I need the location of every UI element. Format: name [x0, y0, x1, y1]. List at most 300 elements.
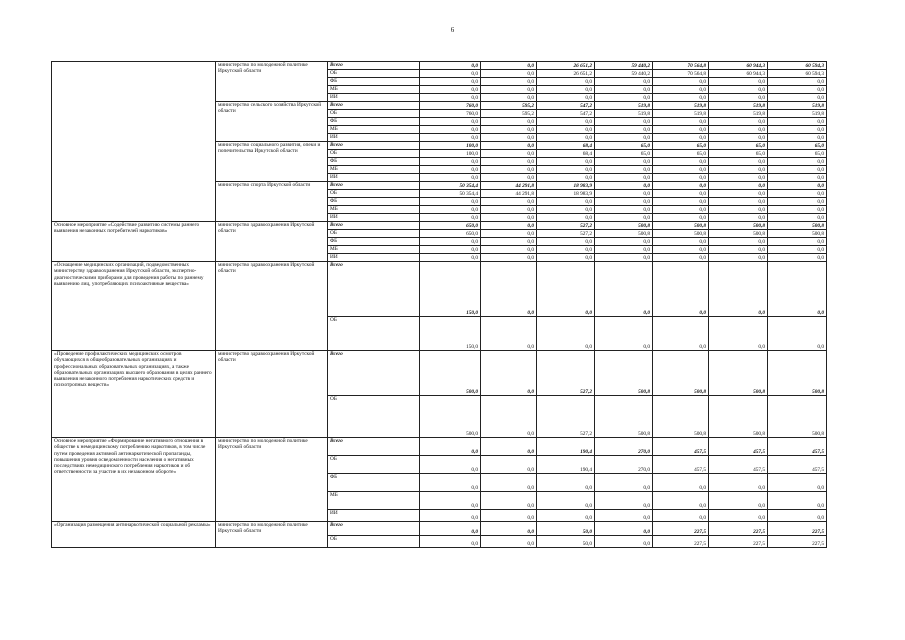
- value-cell: 457,5: [653, 438, 709, 456]
- value-cell: 0,0: [537, 474, 595, 492]
- value-cell: 500,8: [595, 351, 653, 396]
- value-cell: 0,0: [709, 118, 768, 126]
- value-cell: 457,5: [709, 438, 768, 456]
- funding-source-cell: Всего: [328, 522, 420, 536]
- value-cell: 519,8: [653, 102, 709, 110]
- funding-source-cell: ФБ: [328, 238, 420, 246]
- funding-source-cell: Всего: [328, 222, 420, 230]
- value-cell: 519,8: [653, 110, 709, 118]
- value-cell: 0,0: [537, 510, 595, 522]
- executor-cell: министерство сельского хозяйства Иркутской области: [216, 102, 328, 142]
- value-cell: 0,0: [653, 174, 709, 182]
- value-cell: 519,8: [595, 102, 653, 110]
- value-cell: 0,0: [595, 158, 653, 166]
- value-cell: 0,0: [595, 86, 653, 94]
- value-cell: 0,0: [709, 214, 768, 222]
- value-cell: 0,0: [481, 174, 537, 182]
- value-cell: 457,5: [768, 438, 827, 456]
- value-cell: 0,0: [709, 126, 768, 134]
- funding-source-cell: Всего: [328, 62, 420, 70]
- value-cell: 0,0: [653, 158, 709, 166]
- funding-source-cell: ФБ: [328, 118, 420, 126]
- value-cell: 0,0: [653, 510, 709, 522]
- value-cell: 0,0: [420, 134, 481, 142]
- value-cell: 0,0: [420, 78, 481, 86]
- value-cell: 0,0: [768, 238, 827, 246]
- value-cell: 0,0: [595, 118, 653, 126]
- value-cell: 0,0: [709, 190, 768, 198]
- value-cell: 650,0: [420, 230, 481, 238]
- executor-cell: министерство по молодежной политике Иркутской области: [216, 62, 328, 102]
- funding-source-cell: ОБ: [328, 150, 420, 158]
- value-cell: 227,5: [768, 522, 827, 536]
- value-cell: 0,0: [537, 317, 595, 351]
- value-cell: 0,0: [653, 474, 709, 492]
- value-cell: 0,0: [595, 317, 653, 351]
- value-cell: 0,0: [653, 78, 709, 86]
- value-cell: 0,0: [768, 254, 827, 262]
- value-cell: 500,0: [420, 396, 481, 438]
- value-cell: 0,0: [768, 174, 827, 182]
- value-cell: 0,0: [420, 474, 481, 492]
- value-cell: 65,0: [653, 142, 709, 150]
- value-cell: 0,0: [595, 510, 653, 522]
- page-number: 6: [450, 26, 455, 34]
- value-cell: 0,0: [709, 238, 768, 246]
- value-cell: 0,0: [709, 94, 768, 102]
- value-cell: 0,0: [420, 438, 481, 456]
- value-cell: 0,0: [481, 78, 537, 86]
- funding-source-cell: МБ: [328, 246, 420, 254]
- value-cell: 0,0: [709, 166, 768, 174]
- value-cell: 500,8: [653, 351, 709, 396]
- value-cell: 0,0: [709, 474, 768, 492]
- value-cell: 457,5: [653, 456, 709, 474]
- event-name-cell: «Проведение профилактических медицинских осмотров обучающихся в общеобразовательных организациях и профессиональных образовательных организациях, а также образовательных организациях высшего образования в целях раннего выявления незаконного потребления наркотических средств и психотропных веществ»: [52, 351, 216, 438]
- table-row: [52, 438, 827, 456]
- value-cell: 0,0: [653, 182, 709, 190]
- value-cell: 500,8: [595, 222, 653, 230]
- value-cell: 0,0: [420, 492, 481, 510]
- value-cell: 0,0: [595, 134, 653, 142]
- value-cell: 26 651,2: [537, 62, 595, 70]
- value-cell: 0,0: [709, 182, 768, 190]
- value-cell: 527,2: [537, 222, 595, 230]
- value-cell: 0,0: [653, 166, 709, 174]
- value-cell: 527,2: [537, 396, 595, 438]
- value-cell: 0,0: [420, 456, 481, 474]
- value-cell: 0,0: [537, 214, 595, 222]
- value-cell: 0,0: [481, 150, 537, 158]
- value-cell: 0,0: [537, 492, 595, 510]
- value-cell: 0,0: [768, 190, 827, 198]
- executor-cell: министерство здравоохранения Иркутской области: [216, 262, 328, 351]
- funding-source-cell: ФБ: [328, 474, 420, 492]
- value-cell: 0,0: [481, 396, 537, 438]
- funding-source-cell: ИИ: [328, 510, 420, 522]
- value-cell: 0,0: [595, 254, 653, 262]
- funding-source-cell: Всего: [328, 262, 420, 317]
- table-row: [52, 222, 827, 230]
- value-cell: 18 983,9: [537, 190, 595, 198]
- value-cell: 0,0: [537, 238, 595, 246]
- value-cell: 0,0: [481, 238, 537, 246]
- funding-source-cell: ИИ: [328, 94, 420, 102]
- funding-source-cell: ФБ: [328, 78, 420, 86]
- value-cell: 150,0: [420, 317, 481, 351]
- value-cell: 44 291,8: [481, 190, 537, 198]
- value-cell: 0,0: [709, 198, 768, 206]
- value-cell: 500,8: [653, 222, 709, 230]
- value-cell: 50 354,4: [420, 190, 481, 198]
- value-cell: 0,0: [768, 182, 827, 190]
- executor-cell: министерство здравоохранения Иркутской области: [216, 351, 328, 438]
- value-cell: 0,0: [537, 134, 595, 142]
- value-cell: 0,0: [595, 492, 653, 510]
- value-cell: 0,0: [481, 86, 537, 94]
- value-cell: 650,0: [420, 222, 481, 230]
- value-cell: 0,0: [595, 126, 653, 134]
- value-cell: 0,0: [653, 126, 709, 134]
- value-cell: 0,0: [768, 510, 827, 522]
- value-cell: 0,0: [595, 262, 653, 317]
- event-name-cell: Основное мероприятие «Содействие развитию системы раннего выявления незаконных потребителей наркотиков»: [52, 222, 216, 262]
- value-cell: 0,0: [768, 94, 827, 102]
- value-cell: 44 291,8: [481, 182, 537, 190]
- event-name-cell: Основное мероприятие «Формирование негативного отношения в обществе к немедицинскому потреблению наркотиков, в том числе путем проведения активной антинаркотической пропаганды, повышения уровня осведомленности населения о негативных последствиях немедицинского потребления наркотиков и об ответственности за участие в их незаконном обороте»: [52, 438, 216, 522]
- value-cell: 0,0: [420, 70, 481, 78]
- value-cell: 0,0: [420, 118, 481, 126]
- value-cell: 0,0: [595, 214, 653, 222]
- funding-source-cell: МБ: [328, 126, 420, 134]
- funding-source-cell: ОБ: [328, 536, 420, 548]
- value-cell: 0,0: [768, 78, 827, 86]
- value-cell: 190,4: [537, 456, 595, 474]
- value-cell: 0,0: [653, 86, 709, 94]
- value-cell: 26 651,2: [537, 70, 595, 78]
- value-cell: 65,0: [768, 150, 827, 158]
- value-cell: 0,0: [481, 246, 537, 254]
- value-cell: 227,5: [709, 536, 768, 548]
- value-cell: 65,0: [709, 142, 768, 150]
- value-cell: 0,0: [420, 510, 481, 522]
- value-cell: 0,0: [709, 254, 768, 262]
- value-cell: 0,0: [653, 206, 709, 214]
- value-cell: 547,2: [537, 110, 595, 118]
- funding-source-cell: МБ: [328, 492, 420, 510]
- value-cell: 0,0: [420, 238, 481, 246]
- executor-cell: министерство по молодежной политике Иркутской области: [216, 522, 328, 548]
- value-cell: 0,0: [420, 198, 481, 206]
- value-cell: 0,0: [537, 246, 595, 254]
- value-cell: 0,0: [653, 94, 709, 102]
- value-cell: 65,0: [709, 150, 768, 158]
- funding-source-cell: ИИ: [328, 254, 420, 262]
- funding-source-cell: ОБ: [328, 110, 420, 118]
- value-cell: 500,8: [653, 230, 709, 238]
- executor-cell: министерство социального развития, опеки и попечительства Иркутской области: [216, 142, 328, 182]
- value-cell: 0,0: [537, 158, 595, 166]
- value-cell: 227,5: [709, 522, 768, 536]
- value-cell: 0,0: [481, 94, 537, 102]
- value-cell: 0,0: [595, 166, 653, 174]
- value-cell: 0,0: [653, 317, 709, 351]
- value-cell: 0,0: [481, 214, 537, 222]
- value-cell: 0,0: [420, 254, 481, 262]
- value-cell: 0,0: [595, 174, 653, 182]
- value-cell: 0,0: [595, 182, 653, 190]
- funding-source-cell: ОБ: [328, 230, 420, 238]
- funding-source-cell: ОБ: [328, 396, 420, 438]
- value-cell: 500,8: [768, 222, 827, 230]
- event-name-cell: «Оснащение медицинских организаций, подведомственных министерству здравоохранения Иркутской области, экспертно-диагностическими приборами для проведения работы по раннему выявлению лиц, употребляющих психоактивные вещества»: [52, 262, 216, 351]
- value-cell: 519,8: [768, 110, 827, 118]
- value-cell: 527,2: [537, 230, 595, 238]
- value-cell: 270,0: [595, 456, 653, 474]
- funding-source-cell: Всего: [328, 438, 420, 456]
- value-cell: 0,0: [481, 262, 537, 317]
- value-cell: 0,0: [481, 142, 537, 150]
- value-cell: 0,0: [595, 474, 653, 492]
- value-cell: 0,0: [768, 166, 827, 174]
- value-cell: 0,0: [595, 78, 653, 86]
- value-cell: 0,0: [595, 190, 653, 198]
- value-cell: 0,0: [653, 118, 709, 126]
- value-cell: 0,0: [653, 238, 709, 246]
- value-cell: 0,0: [537, 86, 595, 94]
- value-cell: 0,0: [420, 94, 481, 102]
- funding-source-cell: Всего: [328, 102, 420, 110]
- executor-cell: министерство по молодежной политике Иркутской области: [216, 438, 328, 522]
- funding-source-cell: Всего: [328, 351, 420, 396]
- event-name-cell: «Организация размещения антинаркотической социальной рекламы»: [52, 522, 216, 548]
- value-cell: 0,0: [481, 70, 537, 78]
- value-cell: 0,0: [709, 262, 768, 317]
- value-cell: 519,8: [709, 110, 768, 118]
- value-cell: 0,0: [481, 474, 537, 492]
- value-cell: 270,0: [595, 438, 653, 456]
- value-cell: 60 594,3: [768, 62, 827, 70]
- value-cell: 547,2: [537, 102, 595, 110]
- value-cell: 0,0: [420, 158, 481, 166]
- value-cell: 70 564,8: [653, 62, 709, 70]
- value-cell: 0,0: [768, 134, 827, 142]
- table-row: [52, 62, 827, 70]
- value-cell: 50,0: [537, 522, 595, 536]
- value-cell: 0,0: [481, 118, 537, 126]
- value-cell: 0,0: [481, 522, 537, 536]
- value-cell: 0,0: [653, 262, 709, 317]
- value-cell: 0,0: [420, 166, 481, 174]
- value-cell: 0,0: [709, 492, 768, 510]
- funding-source-cell: ОБ: [328, 456, 420, 474]
- value-cell: 500,8: [768, 230, 827, 238]
- value-cell: 0,0: [768, 86, 827, 94]
- value-cell: 0,0: [768, 206, 827, 214]
- funding-source-cell: ФБ: [328, 158, 420, 166]
- value-cell: 227,5: [653, 536, 709, 548]
- funding-source-cell: ИИ: [328, 134, 420, 142]
- value-cell: 100,0: [420, 142, 481, 150]
- value-cell: 500,8: [768, 351, 827, 396]
- value-cell: 0,0: [709, 206, 768, 214]
- value-cell: 0,0: [420, 206, 481, 214]
- value-cell: 0,0: [481, 456, 537, 474]
- value-cell: 0,0: [768, 198, 827, 206]
- value-cell: 457,5: [709, 456, 768, 474]
- funding-source-cell: ФБ: [328, 198, 420, 206]
- value-cell: 50,0: [537, 536, 595, 548]
- value-cell: 0,0: [420, 174, 481, 182]
- value-cell: 0,0: [537, 198, 595, 206]
- value-cell: 0,0: [420, 126, 481, 134]
- value-cell: 0,0: [653, 254, 709, 262]
- value-cell: 0,0: [537, 174, 595, 182]
- funding-source-cell: МБ: [328, 86, 420, 94]
- value-cell: 0,0: [709, 86, 768, 94]
- value-cell: 0,0: [481, 492, 537, 510]
- value-cell: 0,0: [420, 214, 481, 222]
- value-cell: 0,0: [481, 438, 537, 456]
- funding-source-cell: МБ: [328, 206, 420, 214]
- value-cell: 0,0: [481, 317, 537, 351]
- value-cell: 70 564,8: [653, 70, 709, 78]
- value-cell: 0,0: [768, 317, 827, 351]
- value-cell: 0,0: [595, 238, 653, 246]
- value-cell: 0,0: [481, 134, 537, 142]
- value-cell: 0,0: [595, 94, 653, 102]
- value-cell: 527,2: [537, 351, 595, 396]
- value-cell: 0,0: [709, 510, 768, 522]
- value-cell: 0,0: [481, 166, 537, 174]
- value-cell: 0,0: [653, 492, 709, 510]
- value-cell: 0,0: [709, 174, 768, 182]
- value-cell: 0,0: [537, 254, 595, 262]
- value-cell: 519,8: [595, 110, 653, 118]
- value-cell: 65,0: [595, 142, 653, 150]
- value-cell: 0,0: [768, 126, 827, 134]
- value-cell: 0,0: [653, 214, 709, 222]
- value-cell: 500,8: [653, 396, 709, 438]
- value-cell: 60 944,3: [709, 62, 768, 70]
- value-cell: 0,0: [595, 206, 653, 214]
- funding-source-cell: ИИ: [328, 214, 420, 222]
- value-cell: 0,0: [481, 510, 537, 522]
- value-cell: 0,0: [653, 190, 709, 198]
- value-cell: 227,5: [768, 536, 827, 548]
- table-row: [52, 351, 827, 396]
- budget-table: [51, 61, 827, 548]
- value-cell: 0,0: [537, 118, 595, 126]
- value-cell: 0,0: [768, 158, 827, 166]
- value-cell: 595,2: [481, 110, 537, 118]
- value-cell: 18 983,9: [537, 182, 595, 190]
- value-cell: 0,0: [420, 86, 481, 94]
- value-cell: 0,0: [595, 522, 653, 536]
- value-cell: 0,0: [768, 262, 827, 317]
- value-cell: 500,8: [709, 351, 768, 396]
- value-cell: 50 354,4: [420, 182, 481, 190]
- funding-source-cell: ОБ: [328, 70, 420, 78]
- value-cell: 0,0: [481, 198, 537, 206]
- value-cell: 150,0: [420, 262, 481, 317]
- value-cell: 0,0: [709, 134, 768, 142]
- value-cell: 0,0: [537, 206, 595, 214]
- value-cell: 0,0: [481, 254, 537, 262]
- value-cell: 500,8: [709, 230, 768, 238]
- value-cell: 0,0: [481, 62, 537, 70]
- value-cell: 0,0: [420, 536, 481, 548]
- value-cell: 65,0: [653, 150, 709, 158]
- value-cell: 68,4: [537, 142, 595, 150]
- value-cell: 227,5: [653, 522, 709, 536]
- value-cell: 0,0: [481, 230, 537, 238]
- value-cell: 760,0: [420, 110, 481, 118]
- value-cell: 0,0: [653, 198, 709, 206]
- value-cell: 0,0: [653, 134, 709, 142]
- funding-source-cell: ОБ: [328, 317, 420, 351]
- value-cell: 0,0: [537, 166, 595, 174]
- table-row: [52, 522, 827, 536]
- executor-cell: министерство спорта Иркутской области: [216, 182, 328, 222]
- value-cell: 0,0: [653, 246, 709, 254]
- value-cell: 0,0: [481, 536, 537, 548]
- executor-cell: министерство здравоохранения Иркутской области: [216, 222, 328, 262]
- funding-source-cell: ИИ: [328, 174, 420, 182]
- value-cell: 59 440,2: [595, 70, 653, 78]
- value-cell: 0,0: [768, 474, 827, 492]
- value-cell: 100,0: [420, 150, 481, 158]
- value-cell: 0,0: [420, 62, 481, 70]
- value-cell: 519,8: [709, 102, 768, 110]
- value-cell: 0,0: [768, 214, 827, 222]
- value-cell: 500,8: [768, 396, 827, 438]
- value-cell: 0,0: [481, 222, 537, 230]
- value-cell: 0,0: [709, 246, 768, 254]
- value-cell: 500,0: [420, 351, 481, 396]
- value-cell: 519,8: [768, 102, 827, 110]
- value-cell: 0,0: [481, 351, 537, 396]
- value-cell: 0,0: [709, 317, 768, 351]
- funding-source-cell: ОБ: [328, 190, 420, 198]
- value-cell: 0,0: [768, 492, 827, 510]
- value-cell: 0,0: [768, 118, 827, 126]
- value-cell: 595,2: [481, 102, 537, 110]
- value-cell: 60 594,3: [768, 70, 827, 78]
- value-cell: 68,4: [537, 150, 595, 158]
- value-cell: 0,0: [595, 198, 653, 206]
- value-cell: 0,0: [537, 262, 595, 317]
- value-cell: 0,0: [537, 78, 595, 86]
- funding-source-cell: МБ: [328, 166, 420, 174]
- value-cell: 500,8: [709, 396, 768, 438]
- value-cell: 0,0: [420, 522, 481, 536]
- value-cell: 59 440,2: [595, 62, 653, 70]
- value-cell: 0,0: [481, 158, 537, 166]
- value-cell: 0,0: [537, 126, 595, 134]
- value-cell: 760,0: [420, 102, 481, 110]
- funding-source-cell: Всего: [328, 142, 420, 150]
- value-cell: 0,0: [481, 206, 537, 214]
- value-cell: 0,0: [709, 78, 768, 86]
- value-cell: 500,8: [595, 396, 653, 438]
- value-cell: 190,4: [537, 438, 595, 456]
- event-name-cell: [52, 62, 216, 222]
- value-cell: 65,0: [595, 150, 653, 158]
- value-cell: 0,0: [768, 246, 827, 254]
- table-row: [52, 262, 827, 317]
- funding-source-cell: Всего: [328, 182, 420, 190]
